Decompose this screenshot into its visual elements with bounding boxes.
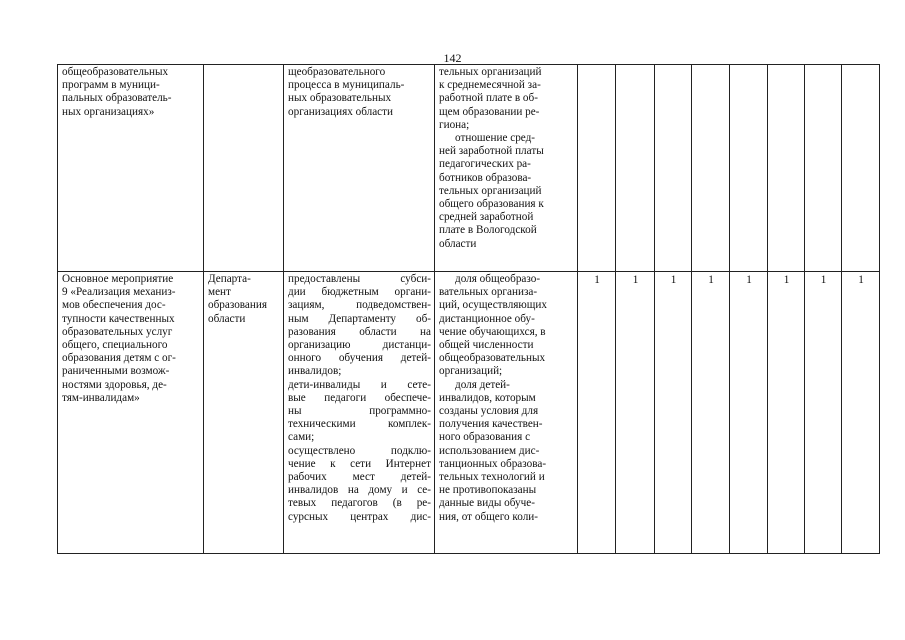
program-table bbox=[57, 64, 880, 554]
indicator-line: использованием дис- bbox=[439, 444, 540, 457]
result-line: ны программно- bbox=[288, 405, 431, 418]
indicator-cell bbox=[435, 272, 578, 554]
result-line: предоставлены субси- bbox=[288, 273, 431, 285]
indicator-cell bbox=[435, 65, 578, 272]
table-row bbox=[58, 65, 880, 272]
indicator-line: общей численности bbox=[439, 339, 534, 352]
value-cell: 1 bbox=[730, 272, 768, 554]
indicator-line: общеобразовательных bbox=[439, 352, 546, 365]
event-line: пальных образователь- bbox=[62, 92, 172, 105]
indicator-line: плате в Вологодской bbox=[439, 224, 537, 237]
indicator-line: педагогических ра- bbox=[439, 158, 531, 171]
result-line: щеобразовательного bbox=[288, 66, 386, 78]
indicator-line: дистанционное обу- bbox=[439, 312, 535, 325]
result-line: сами; bbox=[288, 431, 315, 444]
result-line: чение к сети Интернет bbox=[288, 457, 431, 470]
indicator-line: доля общеобразо- bbox=[455, 273, 541, 285]
indicator-line: тельных организаций bbox=[439, 184, 542, 197]
result-line: вые педагоги обеспече- bbox=[288, 391, 431, 404]
result-line: инвалидов на дому и се- bbox=[288, 484, 431, 497]
event-line: тупности качественных bbox=[62, 312, 175, 325]
value-cell bbox=[578, 65, 616, 272]
result-line: ных образовательных bbox=[288, 92, 392, 105]
event-line: общего, специального bbox=[62, 339, 168, 352]
result-line: рабочих мест детей- bbox=[288, 471, 431, 484]
indicator-line: получения качествен- bbox=[439, 418, 543, 431]
indicator-line: тельных технологий и bbox=[439, 471, 545, 484]
indicator-line: щем образовании ре- bbox=[439, 105, 540, 118]
result-cell bbox=[284, 272, 435, 554]
event-cell bbox=[58, 272, 204, 554]
value-cell: 1 bbox=[805, 272, 842, 554]
indicator-line: гиона; bbox=[439, 118, 470, 131]
value-cell: 1 bbox=[768, 272, 805, 554]
result-line: ным Департаменту об- bbox=[288, 312, 431, 325]
event-line: ных организациях» bbox=[62, 105, 155, 118]
indicator-line: организаций; bbox=[439, 365, 503, 378]
result-line: процесса в муниципаль- bbox=[288, 79, 405, 92]
event-line: программ в муници- bbox=[62, 79, 160, 92]
result-line: организациях области bbox=[288, 105, 394, 118]
table-row bbox=[58, 272, 880, 554]
indicator-line: средней заработной bbox=[439, 211, 534, 224]
indicator-line: общего образования к bbox=[439, 198, 544, 211]
value-cell bbox=[730, 65, 768, 272]
indicator-line: ботников образова- bbox=[439, 171, 532, 184]
event-line: раниченными возмож- bbox=[62, 365, 170, 378]
result-line: техническими комплек- bbox=[288, 418, 431, 431]
result-line: онного обучения детей- bbox=[288, 352, 431, 365]
indicator-line: вательных организа- bbox=[439, 286, 538, 299]
event-line: тям-инвалидам» bbox=[62, 391, 140, 404]
event-line: Основное мероприятие bbox=[62, 273, 174, 285]
indicator-line: отношение сред- bbox=[455, 132, 536, 145]
executor-line: области bbox=[208, 312, 246, 325]
result-line: дети-инвалиды и сете- bbox=[288, 378, 431, 391]
value-cell bbox=[655, 65, 692, 272]
value-cell bbox=[616, 65, 655, 272]
executor-cell bbox=[204, 65, 284, 272]
value-cell bbox=[768, 65, 805, 272]
indicator-line: ций, осуществляющих bbox=[439, 299, 547, 312]
indicator-line: области bbox=[439, 237, 477, 250]
executor-cell bbox=[204, 272, 284, 554]
event-line: образовательных услуг bbox=[62, 325, 173, 338]
event-cell bbox=[58, 65, 204, 272]
value-cell: 1 bbox=[842, 272, 880, 554]
indicator-line: инвалидов, которым bbox=[439, 391, 536, 404]
result-line: дии бюджетным органи- bbox=[288, 286, 431, 299]
result-cell bbox=[284, 65, 435, 272]
value-cell: 1 bbox=[692, 272, 730, 554]
executor-line: Департа- bbox=[208, 273, 251, 285]
indicator-line: ния, от общего коли- bbox=[439, 510, 539, 523]
event-line: ностями здоровья, де- bbox=[62, 378, 167, 391]
event-line: образования детям с ог- bbox=[62, 352, 176, 365]
event-line: 9 «Реализация механиз- bbox=[62, 286, 176, 299]
page-number: 142 bbox=[443, 51, 462, 65]
result-line: осуществлено подклю- bbox=[288, 444, 431, 457]
indicator-line: ного образования с bbox=[439, 431, 531, 444]
indicator-line: созданы условия для bbox=[439, 405, 539, 418]
value-cell bbox=[692, 65, 730, 272]
result-line: тевых педагогов (в ре- bbox=[288, 497, 431, 510]
executor-line: образования bbox=[208, 299, 268, 312]
event-line: общеобразовательных bbox=[62, 66, 169, 78]
indicator-line: данные виды обуче- bbox=[439, 497, 535, 510]
indicator-line: чение обучающихся, в bbox=[439, 325, 546, 338]
value-cell bbox=[842, 65, 880, 272]
indicator-line: танционных образова- bbox=[439, 457, 547, 470]
result-line: сурсных центрах дис- bbox=[288, 510, 431, 523]
value-cell bbox=[805, 65, 842, 272]
indicator-line: тельных организаций bbox=[439, 66, 542, 78]
value-cell: 1 bbox=[616, 272, 655, 554]
indicator-line: доля детей- bbox=[455, 378, 510, 391]
indicator-line: ней заработной платы bbox=[439, 145, 544, 158]
result-line: зациям, подведомствен- bbox=[288, 299, 431, 312]
result-line: разования области на bbox=[288, 325, 431, 338]
result-line: инвалидов; bbox=[288, 365, 342, 378]
indicator-line: к среднемесячной за- bbox=[439, 79, 541, 92]
value-cell: 1 bbox=[578, 272, 616, 554]
value-cell: 1 bbox=[655, 272, 692, 554]
executor-line: мент bbox=[208, 286, 231, 299]
indicator-line: не противопоказаны bbox=[439, 484, 537, 497]
indicator-line: работной плате в об- bbox=[439, 92, 538, 105]
result-line: организацию дистанци- bbox=[288, 339, 431, 352]
event-line: мов обеспечения дос- bbox=[62, 299, 166, 312]
